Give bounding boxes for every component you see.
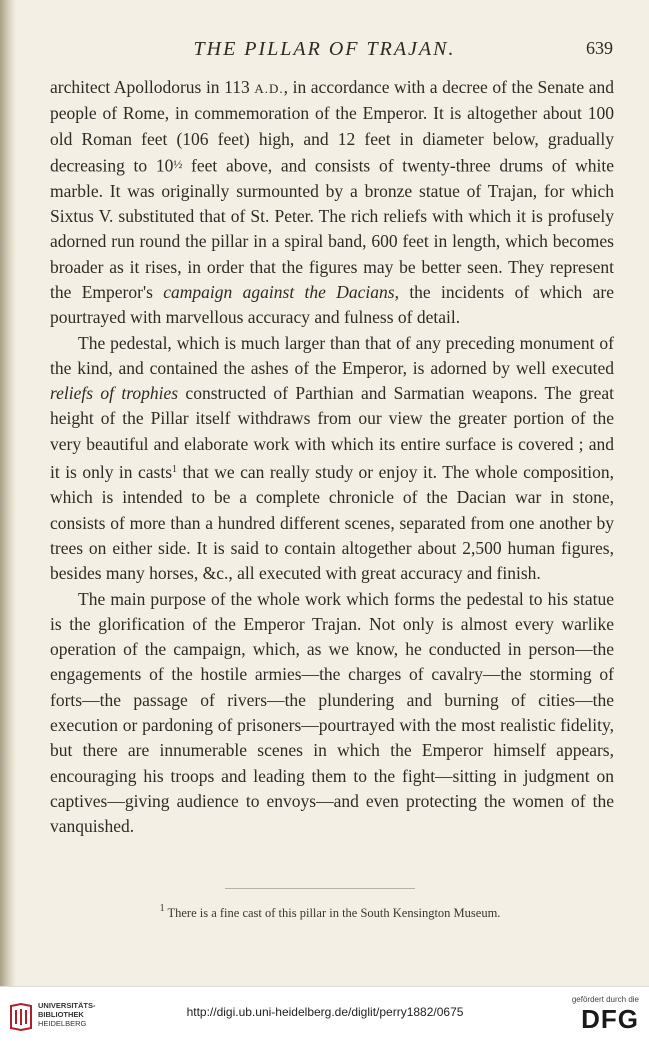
text-run: feet above, and consists of twenty-three drums of white marble. It was originally surmounted by a bronze statue of Trajan, for which Sixtus V. substituted that of St. Peter. The rich reliefs with which it is profusely adorned run round the pillar in a spiral band, 600 feet in length, which becomes broader as it rises, in order that the figures may be better seen. They represent the Emperor's: [50, 155, 614, 302]
library-line-2: BIBLIOTHEK: [38, 1010, 84, 1019]
funding-label: gefördert durch die: [571, 995, 639, 1004]
page-gutter-shadow: [0, 0, 16, 986]
italic-phrase: reliefs of trophies: [50, 383, 179, 404]
library-line-3: HEIDELBERG: [38, 1019, 87, 1028]
paragraph-2: [50, 331, 614, 587]
text-run: that we can really study or enjoy it. The whole composition, which is intended to be a complete chronicle of the Dacian war in stone, consists of more than a hundred different scenes, separated from one another by trees on either side. It is said to contain altogether about 2,500 human figures, besides many horses, &c., all executed with great accuracy and finish.: [50, 462, 615, 584]
library-name: [38, 1001, 148, 1028]
body-text: [50, 75, 614, 840]
university-library-logo-icon: [8, 1002, 34, 1032]
text-run-small-caps: A.D.: [254, 81, 284, 96]
fraction: ½: [173, 156, 183, 171]
dfg-logo: DFG: [581, 1004, 639, 1034]
running-head-title: THE PILLAR OF TRAJAN.: [193, 38, 456, 60]
text-run: The pedestal, which is much larger than that of any preceding monument of the kind, and contained the ashes of the Emperor, is adorned by well executed: [50, 332, 614, 378]
library-line-1: UNIVERSITÄTS-: [38, 1001, 96, 1010]
footnote: [110, 903, 550, 921]
page-number: 639: [586, 38, 613, 58]
footnote-text: There is a fine cast of this pillar in the South Kensington Museum.: [167, 906, 501, 920]
running-head: [0, 38, 649, 68]
italic-phrase: campaign against the Dacians: [163, 281, 395, 302]
footnote-rule: [225, 888, 415, 889]
paragraph-3: The main purpose of the whole work which forms the pedestal to his statue is the glorification of the Emperor Trajan. Not only is almost every warlike operation of the campaign, which, as we know, he conducted in person—the engagements of the hostile armies—the charges of cavalry—the storming of forts—the passage of rivers—the plundering and burning of cities—the execution or pardoning of prisoners—pourtrayed with the most realistic fidelity, but there are innumerable scenes in which the Emperor himself appears, encouraging his troops and leading them to the fight—sitting in judgment on captives—giving audience to envoys—and even protecting the women of the vanquished.: [50, 588, 614, 837]
text-run: , in accordance with a decree of the Senate and people of Rome, in commemoration of the Emperor. It is altogether about 100 old Roman feet (106 feet) high, and 12 feet in diameter below, gradually decreasing to 10: [50, 77, 614, 176]
text-run: architect Apollodorus in 113: [50, 77, 255, 97]
digitization-footer: [0, 986, 649, 1048]
text-run: constructed of Parthian and Sarmatian weapons. The great height of the Pillar itself withdraws from our view the greater portion of the very beautiful and elaborate work with which its entire surface is covered ; and it is only in casts: [50, 383, 615, 483]
text-run: , the incidents of which are pourtrayed with marvellous accuracy and fulness of detail.: [50, 281, 614, 328]
paragraph-1: [50, 75, 614, 331]
footnote-reference: 1: [172, 464, 178, 476]
footnote-mark: 1: [159, 903, 165, 914]
permalink-url[interactable]: http://digi.ub.uni-heidelberg.de/diglit/perry1882/0675: [186, 1005, 464, 1019]
